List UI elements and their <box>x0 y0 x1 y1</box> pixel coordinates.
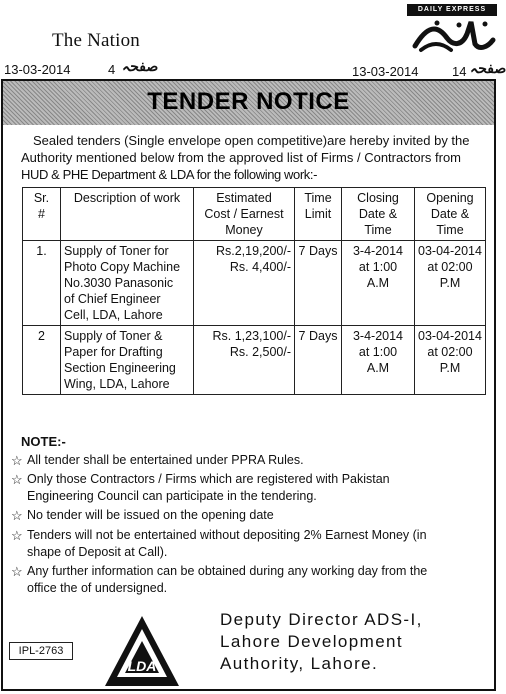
star-icon: ☆ <box>11 472 23 487</box>
star-icon: ☆ <box>11 508 23 523</box>
note-item: ☆ Only those Contractors / Firms which are registered with Pakistan Engineering Council can participate in the tendering. <box>11 472 390 503</box>
star-icon: ☆ <box>11 453 23 468</box>
col-closing-header: Closing Date & Time <box>342 188 415 241</box>
signature-block <box>220 609 423 675</box>
note-item: ☆ No tender will be issued on the opening date <box>11 508 274 523</box>
signature-line: Deputy Director ADS-I, <box>220 610 423 629</box>
lda-logo-icon <box>103 613 181 689</box>
intro-paragraph <box>21 132 489 183</box>
cell-sr: 2 <box>23 326 61 395</box>
table-header-row <box>23 188 486 241</box>
cell-cost: Rs. 1,23,100/- Rs. 2,500/- <box>194 326 295 395</box>
intro-line: Sealed tenders (Single envelope open competitive)are hereby invited by the <box>33 133 470 148</box>
col-desc-header: Description of work <box>61 188 194 241</box>
note-item: ☆ Any further information can be obtained during any working day from the office the of undersigned. <box>11 564 428 595</box>
notice-title: TENDER NOTICE <box>147 88 350 115</box>
notes-list <box>11 452 491 599</box>
signature-line: Authority, Lahore. <box>220 654 379 673</box>
col-cost-header: Estimated Cost / Earnest Money <box>194 188 295 241</box>
cell-time: 7 Days <box>295 326 342 395</box>
star-icon: ☆ <box>11 564 23 579</box>
newspaper-name-left: The Nation <box>52 30 141 51</box>
page-word-right: صفحہ <box>470 60 506 76</box>
star-icon: ☆ <box>11 528 23 543</box>
cell-sr: 1. <box>23 241 61 326</box>
cell-cost: Rs.2,19,200/- Rs. 4,400/- <box>194 241 295 326</box>
table-row <box>23 326 486 395</box>
col-time-header: Time Limit <box>295 188 342 241</box>
intro-line: HUD & PHE Department & LDA for the following work:- <box>21 167 318 182</box>
table-row <box>23 241 486 326</box>
intro-line: Authority mentioned below from the approved list of Firms / Contractors from <box>21 150 462 165</box>
cell-opening: 03-04-2014 at 02:00 P.M <box>415 241 486 326</box>
cell-closing: 3-4-2014 at 1:00 A.M <box>342 326 415 395</box>
cell-desc: Supply of Toner & Paper for Drafting Section Engineering Wing, LDA, Lahore <box>61 326 194 395</box>
cell-time: 7 Days <box>295 241 342 326</box>
col-sr-header: Sr. # <box>23 188 61 241</box>
tender-table <box>22 187 486 395</box>
lda-logo-text: LDA <box>127 658 157 674</box>
tender-notice-frame <box>1 79 496 691</box>
express-masthead: DAILY EXPRESS <box>407 4 497 16</box>
page-word-left: صفحہ <box>122 58 159 74</box>
ipl-code: IPL-2763 <box>9 642 73 660</box>
notes-heading: NOTE:- <box>21 434 66 449</box>
note-item: ☆ All tender shall be entertained under PPRA Rules. <box>11 453 304 468</box>
note-item: ☆ Tenders will not be entertained without depositing 2% Earnest Money (in shape of Deposit at Call). <box>11 528 427 559</box>
col-opening-header: Opening Date & Time <box>415 188 486 241</box>
page-number-left: 4 <box>108 62 116 77</box>
signature-line: Lahore Development <box>220 632 404 651</box>
date-left: 13-03-2014 <box>4 62 71 77</box>
page-number-right: 14 <box>452 64 467 79</box>
cell-closing: 3-4-2014 at 1:00 A.M <box>342 241 415 326</box>
cell-opening: 03-04-2014 at 02:00 P.M <box>415 326 486 395</box>
date-right: 13-03-2014 <box>352 64 419 79</box>
cell-desc: Supply of Toner for Photo Copy Machine No.3030 Panasonic of Chief Engineer Cell, LDA, Lahore <box>61 241 194 326</box>
express-logo <box>407 4 497 54</box>
express-urdu-logo-icon <box>407 16 497 54</box>
